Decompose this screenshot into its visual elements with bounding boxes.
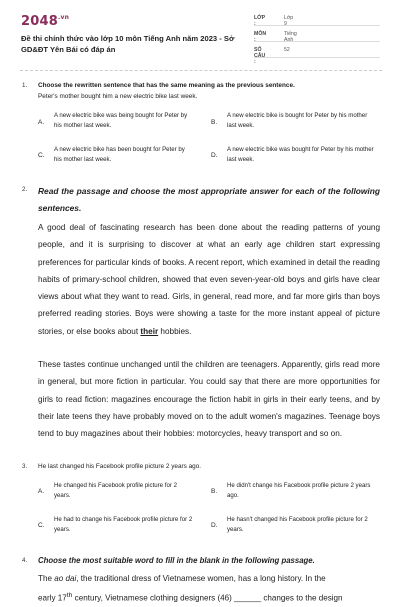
reading-passage-paragraph-2: These tastes continue unchanged until the children are teenagers. Apparently, girls read more in general, but more fiction in particular. You could say that there are more opportunities for girls to read fiction: magazines encourage the fiction habit in girls in their early teens, and by their late teens they have probably moved on to the adult women's magazines. Teenage boys tend to buy magazines about their hobbies: motorcycles, heavy transport and so on.: [38, 360, 380, 439]
option-c[interactable]: He had to change his Facebook profile picture for 2 years.: [54, 516, 193, 533]
meta-underline: [254, 25, 380, 26]
question-prompt: He last changed his Facebook profile picture 2 years ago.: [38, 463, 202, 470]
option-letter-b[interactable]: B.: [211, 488, 218, 495]
meta-key: SỐ CÂU :: [254, 47, 266, 65]
option-a[interactable]: A new electric bike was being bought for Peter by his mother last week.: [54, 112, 188, 129]
reading-passage-paragraph-1: [38, 219, 380, 340]
question-prompt: Peter's mother bought him a new electric bike last week.: [38, 93, 198, 100]
option-b[interactable]: A new electric bike is bought for Peter by his mother last week.: [227, 112, 368, 129]
site-logo[interactable]: [21, 14, 69, 29]
option-letter-d[interactable]: D.: [211, 152, 218, 159]
logo-suffix: .vn: [57, 14, 70, 21]
option-b[interactable]: He didn't change his Facebook profile picture 2 years ago.: [227, 482, 371, 499]
meta-key: LỚP :: [254, 15, 265, 27]
question-instruction: Choose the rewritten sentence that has the same meaning as the previous sentence.: [38, 82, 295, 89]
passage-text: early 17: [38, 593, 67, 603]
option-a[interactable]: He changed his Facebook profile picture for 2 years.: [54, 482, 177, 499]
option-letter-a[interactable]: A.: [38, 119, 45, 126]
header-divider: [20, 70, 382, 71]
meta-underline: [254, 41, 380, 42]
underlined-word: their: [140, 326, 159, 336]
passage-text: hobbies.: [158, 326, 192, 336]
option-letter-c[interactable]: C.: [38, 152, 45, 159]
question-instruction: Read the passage and choose the most appropriate answer for each of the following sentences.: [38, 186, 380, 213]
meta-value: Lớp 9: [284, 15, 294, 27]
passage-text: , the traditional dress of Vietnamese women, has a long history. In the: [76, 574, 326, 583]
document-header: [0, 0, 400, 72]
logo-text: 2048: [21, 14, 58, 29]
option-d[interactable]: He hasn't changed his Facebook profile picture for 2 years.: [227, 516, 368, 533]
question-number: 3.: [22, 463, 28, 470]
ordinal-suffix: th: [66, 592, 73, 599]
option-letter-a[interactable]: A.: [38, 488, 45, 495]
question-number: 2.: [22, 186, 28, 193]
question-number: 4.: [22, 557, 28, 564]
option-letter-c[interactable]: C.: [38, 522, 45, 529]
option-d[interactable]: A new electric bike was bought for Peter by his mother last week.: [227, 146, 374, 163]
document-title: Đề thi chính thức vào lớp 10 môn Tiếng Anh năm 2023 - Sở GD&ĐT Yên Bái có đáp án: [21, 34, 235, 54]
passage-text: The: [38, 574, 55, 583]
passage-text: A good deal of fascinating research has been done about the reading patterns of young people, and it is surprising to discover at what an early age children start expressing preferences for particular kinds of books. A recent report, which examined in detail the reading habits of primary-school children, showed that even seven-year-old boys and girls have clear views about what they want to read. Girls, in general, read more, and far more girls than boys preferred reading stories. Boys were showing a taste for the more instant appeal of picture stories, or else books about: [38, 223, 380, 336]
meta-value: 52: [284, 47, 290, 53]
meta-value: Tiếng Anh: [284, 31, 297, 43]
question-number: 1.: [22, 82, 28, 89]
meta-underline: [254, 57, 380, 58]
meta-key: MÔN :: [254, 31, 267, 43]
passage-text: century, Vietnamese clothing designers (46) ______ changes to the design: [72, 593, 343, 603]
option-letter-d[interactable]: D.: [211, 522, 218, 529]
question-instruction: Choose the most suitable word to fill in the blank in the following passage.: [38, 556, 315, 565]
option-c[interactable]: A new electric bike has been bought for Peter by his mother last week.: [54, 146, 185, 163]
option-letter-b[interactable]: B.: [211, 119, 218, 126]
cloze-passage-line-1: [38, 570, 380, 587]
cloze-passage-line-2: [38, 587, 380, 607]
italic-term: ao dai: [54, 574, 77, 583]
